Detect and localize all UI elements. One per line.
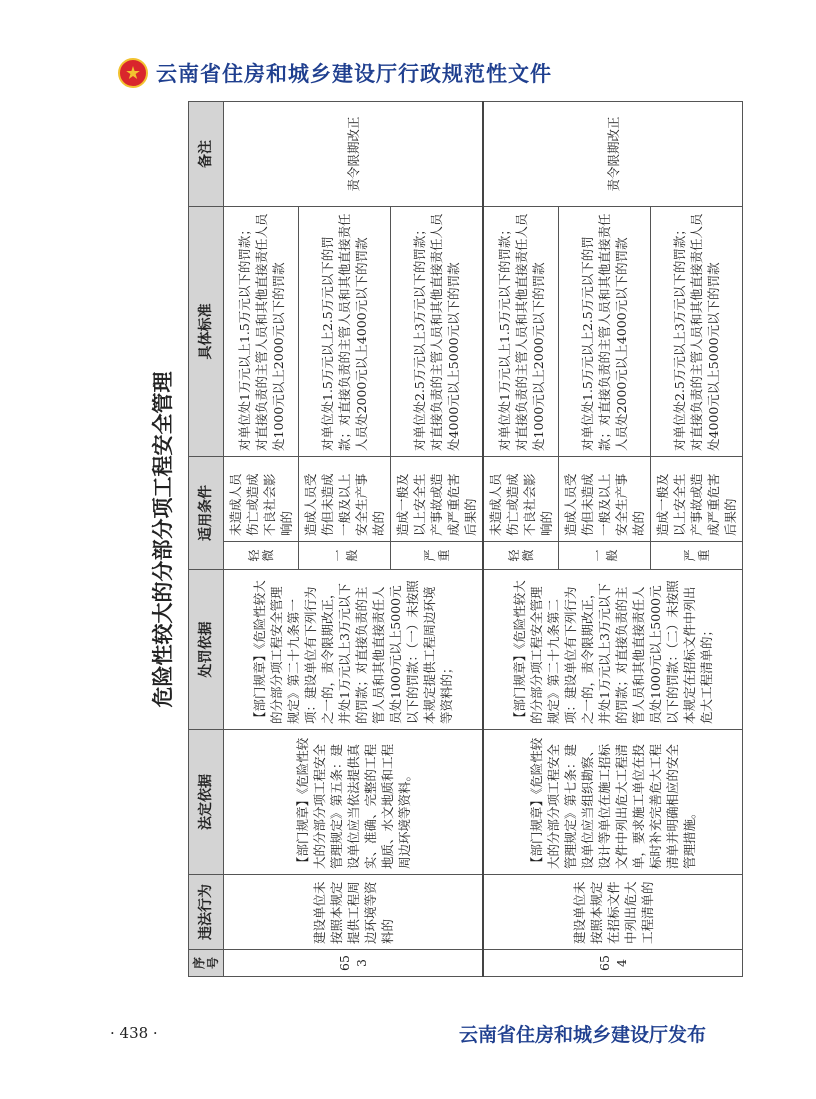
row-seq: 654: [483, 950, 743, 977]
row-penalty-basis: 【部门规章】《危险性较大的分部分项工程安全管理规定》第二十九条第一项：建设单位有下列行为之一的，责令限期改正，并处1万元以上3万元以下的罚款；对直接负责的主管人员和其他直接责任人员处1000元以上5000元以下的罚款：（一）未按照本规定提供工程周边环境等资料的；: [224, 570, 484, 730]
page-title: 危险性较大的分部分项工程安全管理: [150, 371, 175, 708]
row-remark: 责令限期改正: [224, 102, 484, 207]
rotated-page-content: [143, 102, 738, 977]
penalty-table: [188, 101, 743, 977]
tier-condition: 未造成人员伤亡或造成不良社会影响的: [224, 457, 299, 542]
tier-level: 严 重: [651, 542, 743, 570]
tier-level: 一 般: [559, 542, 651, 570]
tier-standard: 对单位处1.5万元以上2.5万元以下的罚款；对直接负责的主管人员和其他直接责任人员处2000元以上4000元以下的罚款: [559, 207, 651, 457]
row-act: 建设单位未按照本规定在招标文件中列出危大工程清单的: [483, 875, 743, 950]
header-standard: 具体标准: [189, 207, 224, 457]
row-legal-basis: 【部门规章】《危险性较大的分部分项工程安全管理规定》第七条：建设单位应当组织勘察、设计等单位在施工招标文件中列出危大工程清单，要求施工单位在投标时补充完善危大工程清单并明确相应的安全管理措施。: [483, 730, 743, 875]
tier-level: 严 重: [391, 542, 484, 570]
tier-level: 轻 微: [224, 542, 299, 570]
row-legal-basis: 【部门规章】《危险性较大的分部分项工程安全管理规定》第五条：建设单位应当依法提供真实、准确、完整的工程地质、水文地质和工程周边环境等资料。: [224, 730, 484, 875]
tier-condition: 造成一般及以上安全生产事故或造成严重危害后果的: [651, 457, 743, 542]
row-seq: 653: [224, 950, 484, 977]
tier-level: 轻 微: [483, 542, 559, 570]
table-row: [483, 102, 559, 977]
row-penalty-basis: 【部门规章】《危险性较大的分部分项工程安全管理规定》第二十九条第二项：建设单位有下列行为之一的，责令限期改正，并处1万元以上3万元以下的罚款；对直接负责的主管人员和其他直接责任人员处1000元以上5000元以下的罚款：（二）未按照本规定在招标文件中列出危大工程清单的；: [483, 570, 743, 730]
tier-condition: 未造成人员伤亡或造成不良社会影响的: [483, 457, 559, 542]
page-number: · 438 ·: [110, 1024, 158, 1042]
tier-standard: 对单位处2.5万元以上3万元以下的罚款；对直接负责的主管人员和其他直接责任人员处4000元以上5000元以下的罚款: [651, 207, 743, 457]
header-remark: 备注: [189, 102, 224, 207]
tier-condition: 造成人员受伤但未造成一般及以上安全生产事故的: [559, 457, 651, 542]
tier-level: 一 般: [299, 542, 391, 570]
row-act: 建设单位未按照本规定提供工程周边环境等资料的: [224, 875, 484, 950]
tier-condition: 造成人员受伤但未造成一般及以上安全生产事故的: [299, 457, 391, 542]
tier-standard: 对单位处1万元以上1.5万元以下的罚款；对直接负责的主管人员和其他直接责任人员处1000元以上2000元以下的罚款: [483, 207, 559, 457]
tier-standard: 对单位处1万元以上1.5万元以下的罚款；对直接负责的主管人员和其他直接责任人员处1000元以上2000元以下的罚款: [224, 207, 299, 457]
tier-condition: 造成一般及以上安全生产事故或造成严重危害后果的: [391, 457, 484, 542]
tier-standard: 对单位处2.5万元以上3万元以下的罚款；对直接负责的主管人员和其他直接责任人员处4000元以上5000元以下的罚款: [391, 207, 484, 457]
table-header-row: [189, 102, 224, 977]
header-title: 云南省住房和城乡建设厅行政规范性文件: [156, 62, 552, 86]
header-condition: 适用条件: [189, 457, 224, 570]
tier-standard: 对单位处1.5万元以上2.5万元以下的罚款；对直接负责的主管人员和其他直接责任人员处2000元以上4000元以下的罚款: [299, 207, 391, 457]
national-emblem-icon: [118, 58, 148, 88]
document-header: [118, 56, 552, 90]
header-seq: 序 号: [189, 950, 224, 977]
publisher-footer: 云南省住房和城乡建设厅发布: [458, 1024, 706, 1046]
table-row: [224, 102, 299, 977]
header-penalty-basis: 处罚依据: [189, 570, 224, 730]
header-legal-basis: 法定依据: [189, 730, 224, 875]
row-remark: 责令限期改正: [483, 102, 743, 207]
header-act: 违法行为: [189, 875, 224, 950]
